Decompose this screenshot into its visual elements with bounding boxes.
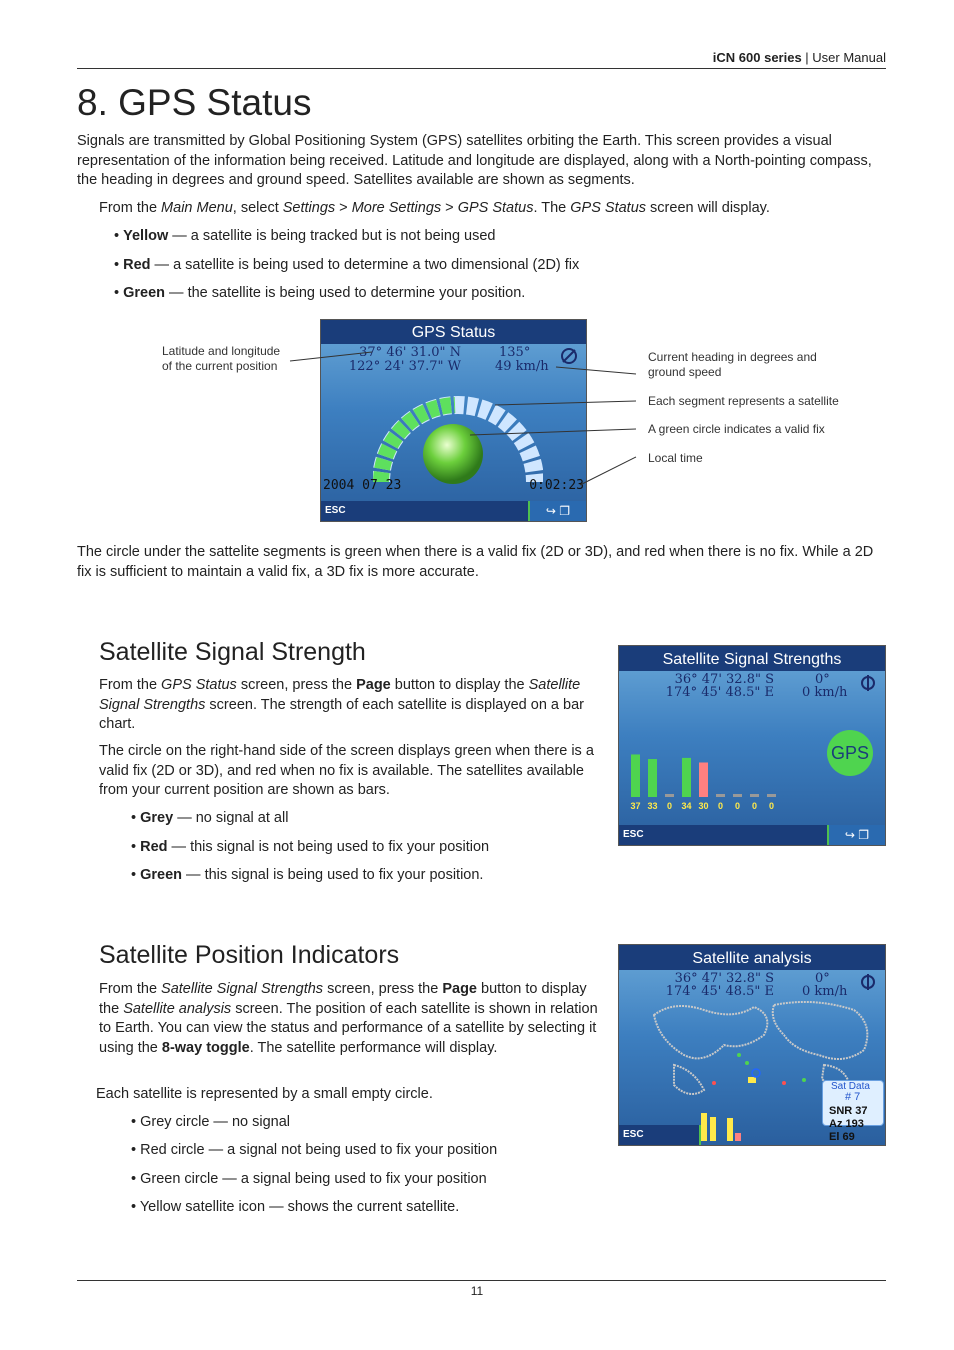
signal-bar [733,794,742,797]
from-menu-paragraph: From the Main Menu, select Settings > More Settings > GPS Status. The GPS Status screen will display. [99,200,770,216]
header-separator: | [801,50,813,65]
sss-screen-footer [619,825,885,845]
page-title: 8. GPS Status [77,82,312,123]
sss-screen-speed: 0 km/h [802,685,848,700]
sa-screen-footer [619,1125,701,1145]
sss-paragraph-1: From the GPS Status screen, press the Page button to display the Satellite Signal Strengths screen. The strength of each satellite is displayed on a bar chart. [99,677,584,732]
sss-bullet-grey: • Grey — no signal at all [131,810,289,826]
sat-data-readout [829,1105,868,1144]
signal-bar-label: 0 [734,801,741,811]
page-nav-button[interactable] [827,825,885,845]
callout-latlon: Latitude and longitude of the current position [162,344,281,373]
gps-screen-lat: 37° 46' 31.0" N [359,345,461,360]
gps-fix-badge: GPS [827,730,873,776]
compass-icon [859,973,877,991]
header-brand: iCN 600 series [712,50,802,65]
sa-screen-lat: 36° 47' 32.8" S [674,971,774,986]
signal-bar-label: 0 [666,801,673,811]
esc-button[interactable]: ESC [325,505,346,516]
callout-segment: Each segment represents a satellite [648,394,839,408]
sat-az: Az 193 [829,1118,864,1130]
mini-bar [701,1113,707,1141]
sa-screen-heading: 0° [815,971,830,986]
esc-button[interactable]: ESC [623,829,644,840]
section-heading-sss: Satellite Signal Strength [99,638,366,666]
gps-screen-date: 2004 07 23 [323,478,402,493]
sss-bullet-red: • Red — this signal is not being used to fix your position [131,839,490,855]
signal-bar [716,794,725,797]
sss-bullet-green: • Green — this signal is being used to fix your position. [131,867,484,883]
signal-bar [682,758,691,797]
signal-bar [699,763,708,798]
mini-bar [735,1133,741,1141]
signal-bar [750,794,759,797]
gps-screen-time: 0:02:23 [529,478,584,493]
sss-paragraph-2: The circle on the right-hand side of the screen displays green when there is a valid fix (2D or 3D), and red when no fix is available. The satellites available from your current position are shown as bars. [99,743,594,798]
bullet-red: • Red — a satellite is being used to determine a two dimensional (2D) fix [114,257,580,273]
spi-paragraph-1: From the Satellite Signal Strengths screen, press the Page button to display the Satellite analysis screen. The position of each satellite is shown in relation to Earth. You can view the status and performance of a satellite by selecting it using the 8-way toggle. The satellite performance will display. [99,981,598,1056]
bullet-green: • Green — the satellite is being used to determine your position. [114,285,526,301]
callout-heading: Current heading in degrees and ground speed [648,350,817,379]
mini-bar [710,1117,716,1141]
sat-data-label: Sat Data [831,1081,870,1092]
sss-screen-lat: 36° 47' 32.8" S [674,672,774,687]
gps-screen-speed: 49 km/h [495,359,549,374]
sat-snr: SNR 37 [829,1105,868,1117]
intro-paragraph: Signals are transmitted by Global Positioning System (GPS) satellites orbiting the Earth. This screen provides a visual representation of the information being received. Latitude and longitude are displayed, along with a North-pointing compass, the heading in degrees and ground speed. Satellites available are shown as segments. [77,133,872,188]
gps-screen-heading: 135° [499,345,531,360]
signal-bar-label: 0 [768,801,775,811]
signal-bar-label: 37 [630,801,641,811]
esc-button[interactable]: ESC [623,1129,644,1140]
header-manual: User Manual [812,50,886,65]
spi-bullet-grey: • Grey circle — no signal [131,1114,290,1130]
spi-paragraph-2: Each satellite is represented by a small empty circle. [96,1086,433,1102]
callout-circle: A green circle indicates a valid fix [648,422,825,436]
sat-data-number: # 7 [845,1091,861,1103]
signal-bar [767,794,776,797]
spi-bullet-green: • Green circle — a signal being used to fix your position [131,1171,487,1187]
footer-rule [77,1280,886,1281]
circle-note: The circle under the sattelite segments is green when there is a valid fix (2D or 3D), and red when there is no fix. While a 2D fix is sufficient to maintain a valid fix, a 3D fix is more accurate. [77,544,874,580]
signal-bar-label: 33 [647,801,658,811]
sa-screen-lon: 174° 45' 48.5" E [665,984,774,999]
signal-bar [648,759,657,797]
signal-bar-label: 30 [698,801,709,811]
satellite-analysis-screen [618,944,886,1146]
signal-bar [631,754,640,797]
signal-bar-chart [619,741,819,813]
callout-lines [0,0,954,560]
signal-bar-label: 0 [717,801,724,811]
page-number: 11 [470,1284,484,1298]
spi-bullet-yellow: • Yellow satellite icon — shows the current satellite. [131,1199,460,1215]
sss-screen-lon: 174° 45' 48.5" E [665,685,774,700]
page-arrow-icon: ↪ ❐ [844,828,870,842]
sss-screen-heading: 0° [815,672,830,687]
signal-bar-label: 34 [681,801,692,811]
page-arrow-icon: ↪ ❐ [545,504,571,518]
sa-screen-speed: 0 km/h [802,984,848,999]
signal-bar-label: 0 [751,801,758,811]
callout-localtime: Local time [648,451,703,465]
sa-screen-title: Satellite analysis [619,945,885,970]
signal-bar [665,794,674,797]
sss-screen-title: Satellite Signal Strengths [619,646,885,671]
sat-el: El 69 [829,1131,855,1143]
spi-bullet-red: • Red circle — a signal not being used to fix your position [131,1142,498,1158]
section-heading-spi: Satellite Position Indicators [99,941,400,969]
gps-screen-title: GPS Status [321,320,586,344]
gps-screen-lon: 122° 24' 37.7" W [348,359,461,374]
bullet-yellow: • Yellow — a satellite is being tracked but is not being used [114,228,496,244]
mini-bar [727,1118,733,1141]
signal-strengths-screen [618,645,886,846]
compass-icon [859,674,877,692]
